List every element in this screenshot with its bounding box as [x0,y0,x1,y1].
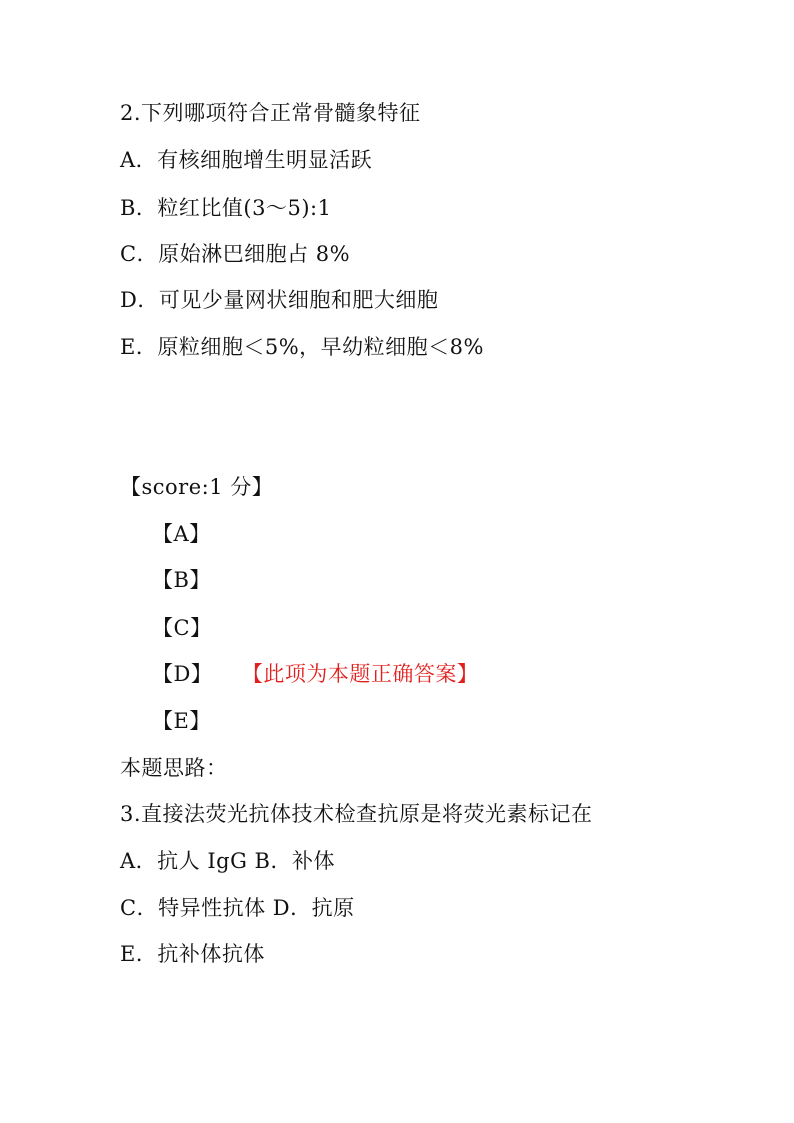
question-2-option-c: C．原始淋巴细胞占 8% [120,242,351,266]
question-2-option-b: B．粒红比值(3～5):1 [120,196,332,220]
analysis-label: 本题思路： [120,756,228,780]
question-2-stem: 2.下列哪项符合正常骨髓象特征 [120,101,421,125]
question-2-option-e: E．原粒细胞＜5%，早幼粒细胞＜8% [120,335,484,359]
score-label: 【score:1 分】 [120,475,274,499]
question-3-stem: 3.直接法荧光抗体技术检查抗原是将荧光素标记在 [120,802,593,826]
answer-choice-d: 【D】 [152,662,213,686]
question-2-option-d: D．可见少量网状细胞和肥大细胞 [120,288,439,312]
answer-choice-b: 【B】 [152,568,211,592]
answer-choice-a: 【A】 [152,522,211,546]
answer-choice-c: 【C】 [152,616,212,640]
question-2-option-a: A．有核细胞增生明显活跃 [120,148,373,172]
question-3-option-ab: A．抗人 IgG B．补体 [120,849,335,873]
question-3-option-e: E．抗补体抗体 [120,942,265,966]
answer-choice-e: 【E】 [152,709,211,733]
question-3-option-cd: C．特异性抗体 D．抗原 [120,896,355,920]
answer-choice-d-row [152,660,478,688]
correct-answer-note: 【此项为本题正确答案】 [252,662,479,686]
